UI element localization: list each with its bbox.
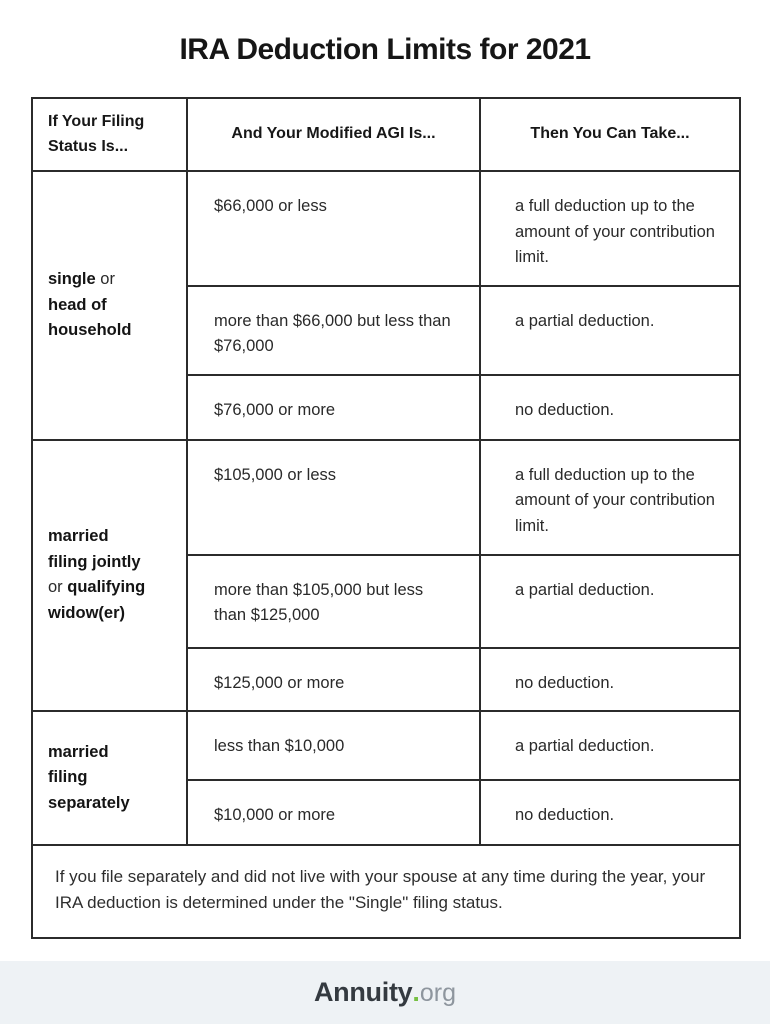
agi-cell: $66,000 or less <box>187 171 480 286</box>
footer-bar <box>0 961 770 1024</box>
filing-status-cell-married-separately <box>32 711 187 845</box>
table-row <box>32 440 740 555</box>
deduction-cell: a full deduction up to the amount of your contribution limit. <box>480 440 740 555</box>
status-plain-text: or <box>100 270 115 289</box>
agi-cell: $105,000 or less <box>187 440 480 555</box>
agi-cell: $125,000 or more <box>187 648 480 712</box>
page-title: IRA Deduction Limits for 2021 <box>179 33 591 66</box>
brand-dot: . <box>412 977 420 1007</box>
ira-deduction-table <box>31 97 741 939</box>
agi-cell: less than $10,000 <box>187 711 480 780</box>
brand-name: Annuity <box>313 977 413 1007</box>
agi-cell: $10,000 or more <box>187 780 480 845</box>
deduction-cell: a partial deduction. <box>480 555 740 648</box>
status-plain-text: or <box>48 578 63 597</box>
status-bold-text: separately <box>48 793 130 812</box>
column-header-filing-status: If Your Filing Status Is... <box>32 98 187 171</box>
deduction-cell: no deduction. <box>480 648 740 712</box>
deduction-cell: a full deduction up to the amount of your contribution limit. <box>480 171 740 286</box>
brand-tld: org <box>419 979 457 1007</box>
status-bold-text: married <box>48 742 109 761</box>
annuity-org-logo <box>314 977 456 1008</box>
table-footnote-row <box>32 845 740 938</box>
agi-cell: $76,000 or more <box>187 375 480 440</box>
deduction-cell: no deduction. <box>480 375 740 440</box>
table-row <box>32 171 740 286</box>
filing-status-cell-single <box>32 171 187 440</box>
table-row <box>32 711 740 780</box>
deduction-cell: no deduction. <box>480 780 740 845</box>
status-bold-text: married <box>48 527 109 546</box>
status-bold-text: head of household <box>48 295 132 340</box>
footnote-cell: If you file separately and did not live with your spouse at any time during the year, your IRA deduction is determined under the "Single" filing status. <box>32 845 740 938</box>
status-bold-text: single <box>48 270 96 289</box>
agi-cell: more than $66,000 but less than $76,000 <box>187 286 480 375</box>
status-bold-text: filing <box>48 768 88 787</box>
status-bold-text: qualifying widow(er) <box>48 578 146 622</box>
table-header-row <box>32 98 740 171</box>
column-header-modified-agi: And Your Modified AGI Is... <box>187 98 480 171</box>
status-bold-text: filing jointly <box>48 552 141 571</box>
deduction-cell: a partial deduction. <box>480 286 740 375</box>
filing-status-cell-married-jointly <box>32 440 187 711</box>
deduction-cell: a partial deduction. <box>480 711 740 780</box>
agi-cell: more than $105,000 but less than $125,000 <box>187 555 480 648</box>
column-header-deduction: Then You Can Take... <box>480 98 740 171</box>
